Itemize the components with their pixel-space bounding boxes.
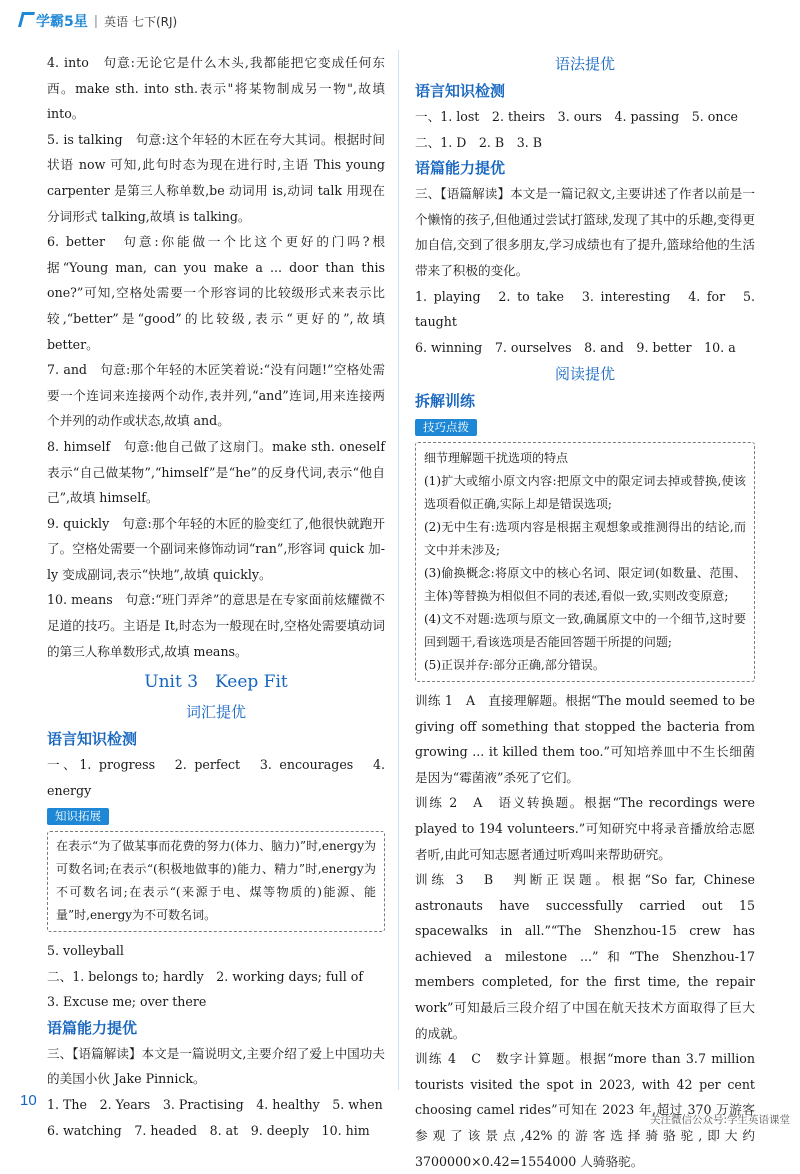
grammar-heading: 语法提优	[554, 55, 615, 73]
right-discourse-answers-2: 6. winning 7. ourselves 8. and 9. better 10. a	[415, 339, 736, 355]
unit-title: Unit 3 Keep Fit	[144, 672, 288, 693]
brand-logo	[20, 11, 88, 31]
ext-tag: 知识拓展	[47, 808, 109, 825]
tip-2: (2)无中生有:选项内容是根据主观想象或推测得出的结论,而文中并未涉及;	[424, 519, 746, 557]
right-column	[415, 50, 755, 1174]
training-4: 训练 4 C 数字计算题。根据“more than 3.7 million tourists visited the spot in 2023, with 42 per cent choosing camel rides”可知在 2023 年,超过 370 万游客参观了该景点,42%的游客选择骑骆驼,即大约 3700000×0.42=1554000 人骑骆驼。	[415, 1051, 755, 1169]
answer-5: 5. is talking 句意:这个年轻的木匠在夸大其词。根据时间状语 now 可知,此句时态为现在进行时,主语 This young carpenter 是第三人称单数,be 动词用 is,动词 talk 用现在分词形式 talking,故填 is talking。	[47, 131, 385, 224]
knowledge-heading: 语言知识检测	[47, 730, 138, 749]
answer-9: 9. quickly 句意:那个年轻的木匠的脸变红了,他很快就跑开了。空格处需要一个副词来修饰动词“ran”,形容词 quick 加-ly 变成副词,表示“快地”,故填 quickly。	[47, 515, 385, 582]
grammar-answers-2: 二、1. D 2. B 3. B	[415, 134, 543, 150]
left-column	[47, 50, 385, 1143]
answer-6: 6. better 句意:你能做一个比这个更好的门吗?根据“Young man, can you make a ... door than this one?”可知,空格处需要一个形容词的比较级形式来表示比较,“better”是“good”的比较级,表示“更好的”,故填 better。	[47, 234, 385, 352]
training-2: 训练 2 A 语义转换题。根据“The recordings were played to 194 volunteers.”可知研究中将录音播放给志愿者听,由此可知志愿者通过听鸡叫来帮助研究。	[415, 795, 755, 862]
training-3: 训练 3 B 判断正误题。根据“So far, Chinese astronauts have successfully carried out 15 spacewalks in all.”“The Shenzhou-15 crew has achieved a milestone ...”和“The Shenzhou-17 members completed, for the first time, the repair work”可知最后三段介绍了中国在航天技术方面取得了巨大的成就。	[415, 872, 755, 1041]
answer-8: 8. himself 句意:他自己做了这扇门。make sth. oneself 表示“自己做某物”,“himself”是“he”的反身代词,表示“他自己”,故填 himself。	[47, 438, 385, 506]
knowledge-answers-3: 二、1. belongs to; hardly 2. working days; full of	[47, 968, 363, 984]
tip-tag: 技巧点拨	[415, 419, 477, 436]
tip-3: (3)偷换概念:将原文中的核心名词、限定词(如数量、范围、主体)等替换为相似但不同的表述,看似一致,实则改变原意;	[424, 565, 746, 603]
split-heading: 拆解训练	[415, 392, 476, 411]
tip-title: 细节理解题干扰选项的特点	[424, 450, 569, 465]
training-1: 训练 1 A 直接理解题。根据“The mould seemed to be giving off something that stopped the bacteria from growing ... it killed them too.”可知培养皿中不生长细菌是因为“霉菌液”杀死了它们。	[415, 692, 755, 785]
right-discourse-answers-1: 1. playing 2. to take 3. interesting 4. for 5. taught	[415, 288, 755, 330]
discourse-answers-2: 6. watching 7. headed 8. at 9. deeply 10. him	[47, 1122, 370, 1138]
answer-4: 4. into 句意:无论它是什么木头,我都能把它变成任何东西。make sth. into sth.表示"将某物制成另一物",故填 into。	[47, 55, 385, 122]
tip-4: (4)文不对题:选项与原文一致,确属原文中的一个细节,这时要回到题干,看该选项是否能回答题干所提的问题;	[424, 611, 746, 649]
ext-text: 在表示“为了做某事而花费的努力(体力、脑力)”时,energy为可数名词;在表示“(积极地做事的)能力、精力”时,energy为不可数名词;在表示“(来源于电、煤等物质的)能源、能量”时,energy为不可数名词。	[56, 839, 376, 923]
right-discourse-intro: 三、【语篇解读】本文是一篇记叙文,主要讲述了作者以前是一个懒惰的孩子,但他通过尝试打篮球,发现了其中的乐趣,变得更加自信,交到了很多朋友,学习成绩也有了提升,篮球给他的生活带来了积极的变化。	[415, 186, 755, 278]
logo-mark-icon	[18, 12, 35, 27]
discourse-intro: 三、【语篇解读】本文是一篇说明文,主要介绍了爱上中国功夫的美国小伙 Jake Pinnick。	[47, 1045, 385, 1087]
right-discourse-heading: 语篇能力提优	[415, 159, 506, 178]
page-header	[20, 10, 177, 32]
page-number: 10	[20, 1092, 37, 1109]
subject-label: 英语 七下(RJ)	[104, 14, 178, 29]
brand-name: 学霸5星	[36, 14, 88, 30]
knowledge-answers-4: 3. Excuse me; over there	[47, 994, 207, 1010]
answer-7: 7. and 句意:那个年轻的木匠笑着说:“没有问题!”空格处需要一个连词来连接两个动作,表并列,“and”连词,用来连接两个并列的动作或状态,故填 and。	[47, 362, 385, 429]
discourse-answers-1: 1. The 2. Years 3. Practising 4. healthy 5. when	[47, 1097, 383, 1112]
tip-5: (5)正误并存:部分正确,部分错误。	[424, 657, 605, 672]
discourse-heading: 语篇能力提优	[47, 1018, 138, 1037]
tip-1: (1)扩大或缩小原文内容:把原文中的限定词去掉或替换,使该选项看似正确,实际上却是错误选项;	[424, 473, 746, 511]
ext-box	[47, 831, 385, 932]
answer-10: 10. means 句意:“班门弄斧”的意思是在专家面前炫耀微不足道的技巧。主语是 It,时态为一般现在时,空格处需要填动词的第三人称单数形式,故填 means。	[47, 592, 385, 659]
reading-heading: 阅读提优	[554, 365, 615, 384]
grammar-answers-1: 一、1. lost 2. theirs 3. ours 4. passing 5. once	[415, 109, 738, 124]
vocab-heading: 词汇提优	[185, 703, 246, 722]
knowledge-answers-2: 5. volleyball	[47, 943, 124, 959]
knowledge-answers-1: 一、1. progress 2. perfect 3. encourages 4. energy	[47, 757, 385, 798]
column-divider	[398, 50, 399, 1090]
tip-box	[415, 442, 755, 682]
right-knowledge-heading: 语言知识检测	[415, 82, 506, 100]
footer-note: 关注微信公众号:学生英语课堂	[649, 1114, 790, 1126]
header-separator: |	[93, 13, 99, 29]
